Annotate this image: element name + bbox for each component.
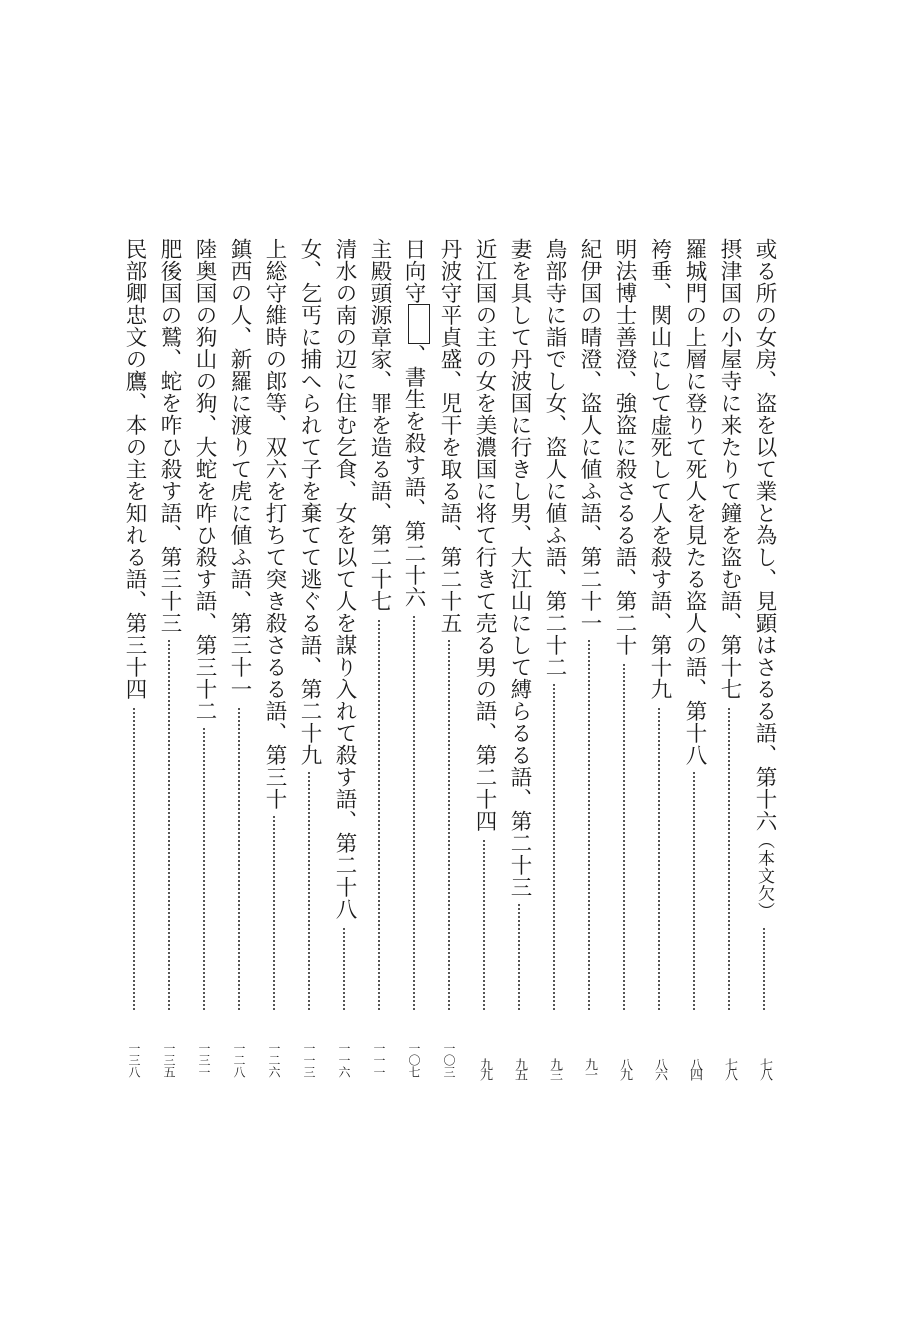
missing-name-box: [408, 304, 430, 344]
toc-entry[interactable]: [748, 238, 780, 1078]
toc-entry[interactable]: [328, 238, 360, 1078]
page-number: 一一六: [328, 1018, 360, 1078]
entry-note: （本文欠）: [754, 832, 774, 920]
entry-title: 肥後国の鷲、蛇を咋ひ殺す語、第三十三: [153, 238, 185, 640]
entry-title: 摂津国の小屋寺に来たりて鐘を盗む語、第十七: [713, 238, 745, 706]
page-number: 八四: [678, 1018, 710, 1078]
toc-entry[interactable]: [713, 238, 745, 1078]
toc-entry[interactable]: [188, 238, 220, 1078]
toc-entry[interactable]: [468, 238, 500, 1078]
page-number: 九九: [468, 1018, 500, 1078]
toc-entry[interactable]: [363, 238, 395, 1078]
page-number: 一〇七: [398, 1018, 430, 1078]
page-number: 一一一: [363, 1018, 395, 1078]
page-number: 一三八: [118, 1018, 150, 1078]
toc-entry[interactable]: [293, 238, 325, 1078]
page-number: 八六: [643, 1018, 675, 1078]
entry-title: 陸奥国の狗山の狗、大蛇を咋ひ殺す語、第三十二: [188, 238, 220, 728]
entry-title: 或る所の女房、盗を以て業と為し、見顕はさるる語、第十六（本文欠）: [748, 238, 780, 926]
page-number: 一二六: [258, 1018, 290, 1078]
entry-title: 民部卿忠文の鷹、本の主を知れる語、第三十四: [118, 238, 150, 706]
page-number: 八九: [608, 1018, 640, 1078]
entry-title: 清水の南の辺に住む乞食、女を以て人を謀り入れて殺す語、第二十八: [328, 238, 360, 926]
page-number: 九三: [538, 1018, 570, 1078]
page-number: 一〇三: [433, 1018, 465, 1078]
toc-entry[interactable]: [223, 238, 255, 1078]
entry-title: 袴垂、関山にして虚死して人を殺す語、第十九: [643, 238, 675, 706]
entry-title: 鳥部寺に詣でし女、盗人に値ふ語、第二十二: [538, 238, 570, 684]
page-number: 九五: [503, 1018, 535, 1078]
entry-title: 丹波守平貞盛、児干を取る語、第二十五: [433, 238, 465, 640]
entry-title: 女、乞丐に捕へられて子を棄てて逃ぐる語、第二十九: [293, 238, 325, 772]
toc-entry[interactable]: [503, 238, 535, 1078]
page-number: 一三一: [188, 1018, 220, 1078]
page-number: 七八: [748, 1018, 780, 1078]
toc-entry[interactable]: [258, 238, 290, 1078]
toc-entry[interactable]: [433, 238, 465, 1078]
toc-entry[interactable]: [608, 238, 640, 1078]
toc-entry[interactable]: [643, 238, 675, 1078]
entry-title: 明法博士善澄、強盗に殺さるる語、第二十: [608, 238, 640, 662]
toc-entry[interactable]: [538, 238, 570, 1078]
entry-title: 鎮西の人、新羅に渡りて虎に値ふ語、第三十一: [223, 238, 255, 706]
toc-entry[interactable]: [118, 238, 150, 1078]
table-of-contents: [118, 238, 780, 1078]
entry-title: 日向守、書生を殺す語、第二十六: [398, 238, 430, 614]
entry-title: 上総守維時の郎等、双六を打ちて突き殺さるる語、第三十: [258, 238, 290, 816]
entry-title: 近江国の主の女を美濃国に将て行きて売る男の語、第二十四: [468, 238, 500, 838]
entry-title: 羅城門の上層に登りて死人を見たる盗人の語、第十八: [678, 238, 710, 772]
entry-title: 紀伊国の晴澄、盗人に値ふ語、第二十一: [573, 238, 605, 640]
page-number: 七八: [713, 1018, 745, 1078]
page-number: 一三五: [153, 1018, 185, 1078]
toc-entry[interactable]: [678, 238, 710, 1078]
page-number: 一一三: [293, 1018, 325, 1078]
entry-title: 主殿頭源章家、罪を造る語、第二十七: [363, 238, 395, 618]
page-number: 九一: [573, 1018, 605, 1078]
entry-title: 妻を具して丹波国に行きし男、大江山にして縛らるる語、第二十三: [503, 238, 535, 904]
toc-entry[interactable]: [398, 238, 430, 1078]
toc-entry[interactable]: [153, 238, 185, 1078]
toc-entry[interactable]: [573, 238, 605, 1078]
page-number: 一二八: [223, 1018, 255, 1078]
